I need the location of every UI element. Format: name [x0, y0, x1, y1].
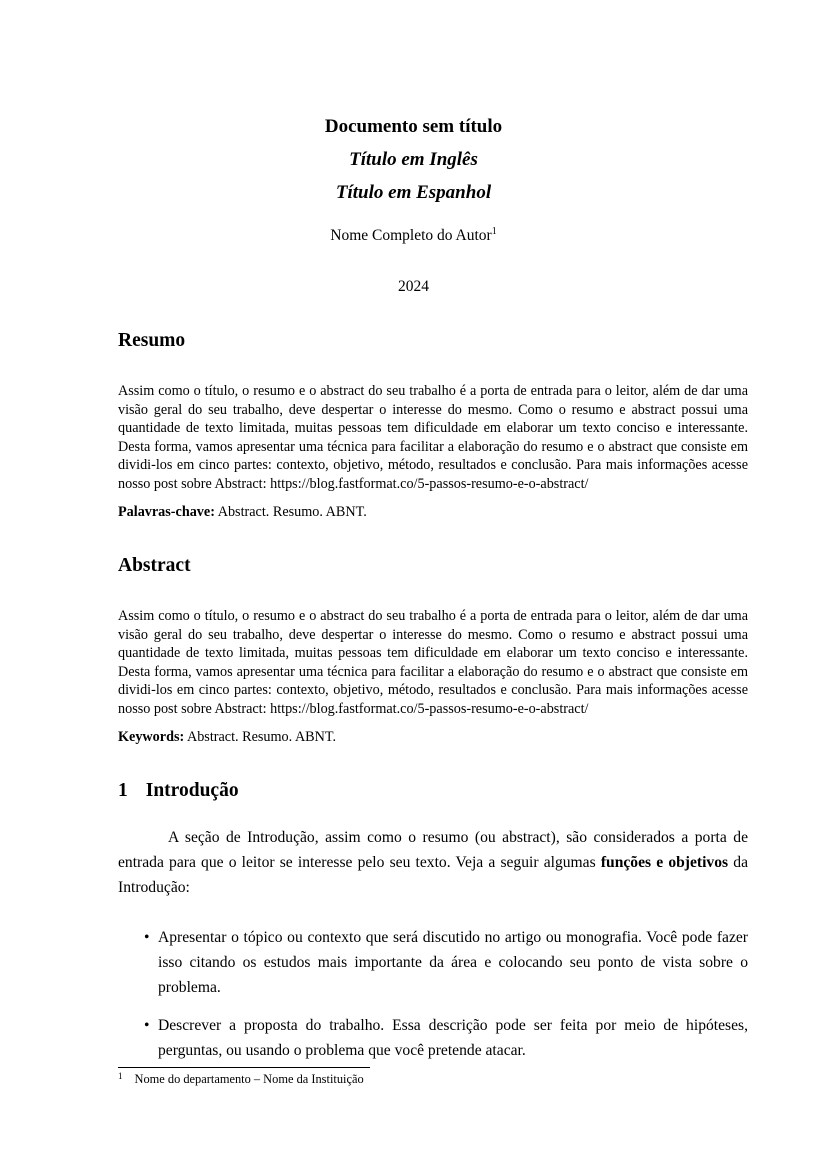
- resumo-heading: Resumo: [118, 330, 186, 351]
- title-spanish: Título em Espanhol: [335, 182, 492, 203]
- footnote-text: Nome do departamento – Nome da Instituição: [134, 1072, 364, 1086]
- title-english: Título em Inglês: [349, 149, 478, 170]
- section-title: Introdução: [145, 780, 239, 801]
- resumo-text: Assim como o título, o resumo e o abstract do seu trabalho é a porta de entrada para o leitor, além de dar uma visão geral do seu trabalho, deve despertar o interesse do mesmo. Como o resumo e abstract possui uma quantidade de texto limitada, muitas pessoas tem dificuldade em elaborar um texto conciso e interessante. Desta forma, vamos apresentar uma técnica para facilitar a elaboração do resumo e o abstract que consiste em dividi-los em cinco partes: contexto, objetivo, método, resultados e conclusão. Para mais informações acesse nosso post sobre Abstract: https://blog.fastformat.co/5-passos-resumo-e-o-abstract/: [118, 383, 748, 492]
- publication-year: 2024: [398, 278, 429, 295]
- footnote-mark: 1: [118, 1071, 123, 1081]
- keywords-label: Palavras-chave:: [118, 504, 215, 520]
- abstract-heading: Abstract: [118, 555, 191, 576]
- abstract-keywords: [118, 729, 748, 746]
- keywords-values: Abstract. Resumo. ABNT.: [186, 729, 337, 745]
- keywords-values: Abstract. Resumo. ABNT.: [217, 504, 367, 520]
- resumo-keywords: [118, 504, 748, 521]
- intro-bullet-list: [118, 926, 748, 1078]
- footnote-rule: [118, 1067, 370, 1068]
- list-item: [118, 926, 748, 1000]
- author-name: Nome Completo do Autor: [330, 227, 492, 244]
- intro-text: A seção de Introdução, assim como o resumo (ou abstract), são considerados a porta de entrada para que o leitor se interesse pelo seu texto. Veja a seguir algumas: [118, 829, 748, 871]
- intro-text-end: da Introdução:: [118, 853, 748, 896]
- section-number: 1: [118, 780, 128, 801]
- footnote: [118, 1071, 364, 1087]
- document-title: Documento sem título: [324, 116, 503, 137]
- section-heading-introducao: [118, 780, 239, 802]
- bullet-icon: •: [144, 1017, 150, 1035]
- list-item-text: Apresentar o tópico ou contexto que será discutido no artigo ou monografia. Você pode fazer isso citando os estudos mais importante da área e colocando seu ponto de vista sobre o problema.: [158, 929, 748, 996]
- intro-paragraph: [118, 826, 748, 900]
- list-item: [118, 1014, 748, 1064]
- author-footnote-mark: 1: [491, 226, 497, 237]
- abstract-text: Assim como o título, o resumo e o abstract do seu trabalho é a porta de entrada para o leitor, além de dar uma visão geral do seu trabalho, deve despertar o interesse do mesmo. Como o resumo e abstract possui uma quantidade de texto limitada, muitas pessoas tem dificuldade em elaborar um texto conciso e interessante. Desta forma, vamos apresentar uma técnica para facilitar a elaboração do resumo e o abstract que consiste em dividi-los em cinco partes: contexto, objetivo, método, resultados e conclusão. Para mais informações acesse nosso post sobre Abstract: https://blog.fastformat.co/5-passos-resumo-e-o-abstract/: [118, 608, 748, 717]
- author-line: [0, 227, 827, 245]
- intro-bold-text: funções e objetivos: [600, 853, 729, 871]
- keywords-label: Keywords:: [118, 729, 185, 745]
- bullet-icon: •: [144, 929, 150, 946]
- list-item-text: Descrever a proposta do trabalho. Essa descrição pode ser feita por meio de hipóteses, perguntas, ou usando o problema que você pretende atacar.: [158, 1017, 748, 1060]
